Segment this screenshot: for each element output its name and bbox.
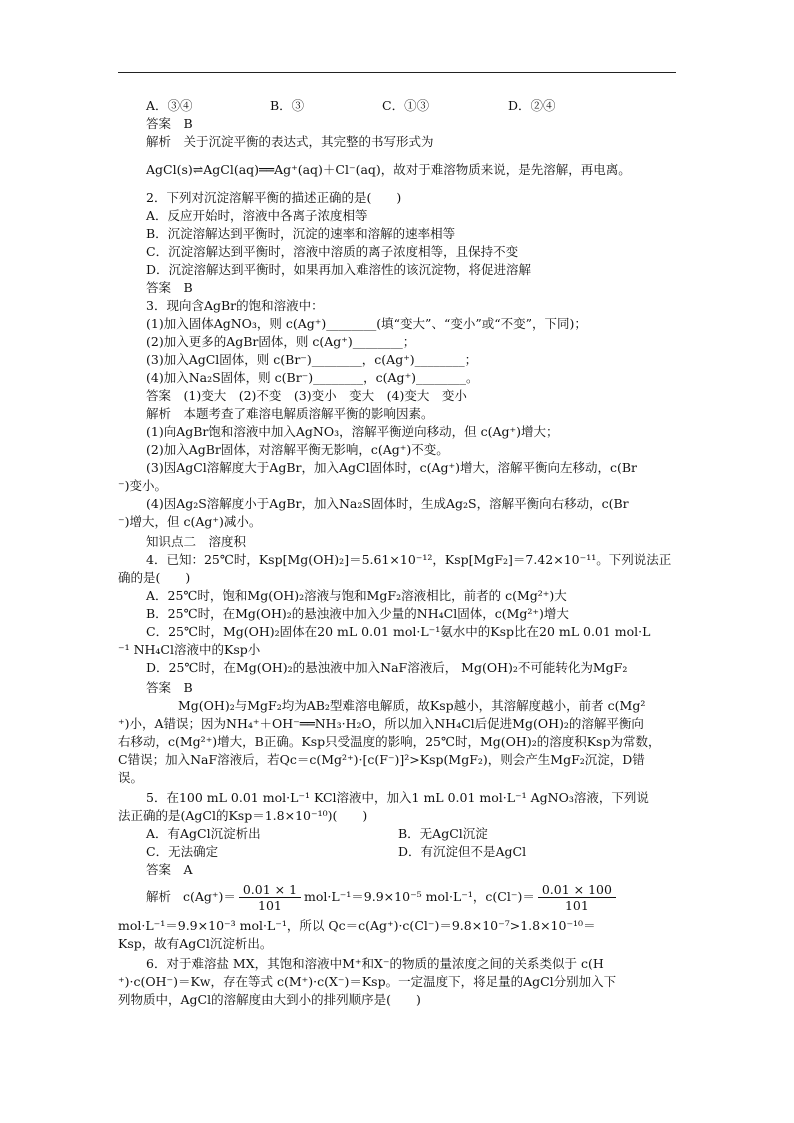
answer: 答案 B bbox=[146, 680, 193, 695]
analysis-4: (4)因Ag₂S溶解度小于AgBr，加入Na₂S固体时，生成Ag₂S，溶解平衡向右移动，c(Br bbox=[146, 496, 629, 511]
knowledge-point-title: 知识点二 溶度积 bbox=[146, 534, 247, 549]
question-6-stem-3: 列物质中，AgCl的溶解度由大到小的排列顺序是( ) bbox=[118, 992, 421, 1007]
option-b: B．25℃时，在Mg(OH)₂的悬浊液中加入少量的NH₄Cl固体，c(Mg²⁺)增大 bbox=[146, 606, 569, 621]
analysis-3: 右移动，c(Mg²⁺)增大，B正确。Ksp只受温度的影响，25℃时，Mg(OH)₂的溶度积Ksp为常数， bbox=[118, 734, 661, 749]
analysis-1: (1)向AgBr饱和溶液中加入AgNO₃，溶解平衡逆向移动，但 c(Ag⁺)增大； bbox=[146, 424, 559, 439]
option-d: D．25℃时，在Mg(OH)₂的悬浊液中加入NaF溶液后， Mg(OH)₂不可能转化为MgF₂ bbox=[146, 660, 628, 675]
option-a: A．反应开始时，溶液中各离子浓度相等 bbox=[146, 208, 368, 223]
analysis-label: 解析 bbox=[146, 889, 172, 904]
option-b: B．无AgCl沉淀 bbox=[398, 826, 488, 841]
chloride-expr: mol·L⁻¹＝9.9×10⁻⁵ mol·L⁻¹，c(Cl⁻)＝ bbox=[304, 889, 535, 904]
answer: 答案 B bbox=[146, 280, 193, 295]
subquestion-2: (2)加入更多的AgBr固体，则 c(Ag⁺)________； bbox=[146, 334, 416, 349]
option-b: B．沉淀溶解达到平衡时，沉淀的速率和溶解的速率相等 bbox=[146, 226, 456, 241]
question-6-stem: 6．对于难溶盐 MX，其饱和溶液中M⁺和X⁻的物质的量浓度之间的关系类似于 c(H bbox=[146, 956, 604, 971]
option-c: C．①③ bbox=[382, 98, 430, 113]
analysis-2: (2)加入AgBr固体，对溶解平衡无影响，c(Ag⁺)不变。 bbox=[146, 442, 449, 457]
question-4-stem: 4．已知：25℃时，Ksp[Mg(OH)₂]＝5.61×10⁻¹²，Ksp[MgF₂]＝7.42×10⁻¹¹。下列说法正 bbox=[146, 552, 672, 567]
option-a: A．有AgCl沉淀析出 bbox=[146, 826, 261, 841]
fraction-2-denominator: 101 bbox=[564, 898, 589, 913]
analysis: 解析 本题考查了难溶电解质溶解平衡的影响因素。 bbox=[146, 406, 434, 421]
analysis-3-cont: ⁻)变小。 bbox=[118, 478, 167, 493]
option-d: D．有沉淀但不是AgCl bbox=[398, 844, 527, 859]
analysis-fraction-line bbox=[146, 880, 619, 914]
option-d: D．沉淀溶解达到平衡时，如果再加入难溶性的该沉淀物，将促进溶解 bbox=[146, 262, 532, 277]
analysis-4: C错误；加入NaF溶液后，若Qc＝c(Mg²⁺)·[c(F⁻)]²>Ksp(MgF₂)，则会产生MgF₂沉淀，D错 bbox=[118, 752, 645, 767]
subquestion-4: (4)加入Na₂S固体，则 c(Br⁻)________，c(Ag⁺)________。 bbox=[146, 370, 479, 385]
analysis-line-3: Ksp，故有AgCl沉淀析出。 bbox=[118, 936, 273, 951]
fraction-1 bbox=[239, 882, 301, 913]
question-3-stem: 3．现向含AgBr的饱和溶液中： bbox=[146, 298, 324, 313]
option-a: A．25℃时，饱和Mg(OH)₂溶液与饱和MgF₂溶液相比，前者的 c(Mg²⁺)大 bbox=[146, 588, 567, 603]
question-4-stem-cont: 确的是( ) bbox=[118, 570, 191, 585]
analysis-2: ⁺)小，A错误；因为NH₄⁺＋OH⁻══NH₃·H₂O，所以加入NH₄Cl后促进Mg(OH)₂的溶解平衡向 bbox=[118, 716, 644, 731]
analysis-1: Mg(OH)₂与MgF₂均为AB₂型难溶电解质，故Ksp越小，其溶解度越小，前者 c(Mg² bbox=[178, 698, 646, 713]
analysis-4-cont: ⁻)增大，但 c(Ag⁺)减小。 bbox=[118, 514, 262, 529]
option-c: C．无法确定 bbox=[146, 844, 219, 859]
analysis-5: 误。 bbox=[118, 770, 144, 785]
subquestion-3: (3)加入AgCl固体，则 c(Br⁻)________，c(Ag⁺)________； bbox=[146, 352, 478, 367]
option-c-cont: ⁻¹ NH₄Cl溶液中的Ksp小 bbox=[118, 642, 261, 657]
fraction-1-denominator: 101 bbox=[258, 898, 282, 913]
options-ab bbox=[146, 826, 488, 842]
fraction-1-numerator: 0.01 × 1 bbox=[239, 882, 301, 898]
question-5-stem-cont: 法正确的是(AgCl的Ksp＝1.8×10⁻¹⁰)( ) bbox=[118, 808, 368, 823]
analysis-equation: AgCl(s)⇌AgCl(aq)══Ag⁺(aq)＋Cl⁻(aq)，故对于难溶物质来说，是先溶解，再电离。 bbox=[146, 162, 631, 177]
analysis: 解析 关于沉淀平衡的表达式，其完整的书写形式为 bbox=[146, 134, 434, 149]
analysis-3: (3)因AgCl溶解度大于AgBr，加入AgCl固体时，c(Ag⁺)增大，溶解平衡向左移动，c(Br bbox=[146, 460, 637, 475]
option-b: B．③ bbox=[270, 98, 305, 113]
fraction-2 bbox=[538, 882, 616, 913]
option-a: A．③④ bbox=[146, 98, 193, 113]
subquestion-1: (1)加入固体AgNO₃，则 c(Ag⁺)________(填“变大”、“变小”或“不变”，下同)； bbox=[146, 316, 587, 331]
answer: 答案 (1)变大 (2)不变 (3)变小 变大 (4)变大 变小 bbox=[146, 388, 467, 403]
silver-ion-expr: c(Ag⁺)＝ bbox=[182, 889, 236, 904]
header-rule bbox=[118, 72, 676, 73]
fraction-2-numerator: 0.01 × 100 bbox=[538, 882, 616, 898]
q1-options bbox=[146, 98, 556, 114]
question-5-stem: 5．在100 mL 0.01 mol·L⁻¹ KCl溶液中，加入1 mL 0.01 mol·L⁻¹ AgNO₃溶液，下列说 bbox=[146, 790, 649, 805]
answer: 答案 B bbox=[146, 116, 193, 131]
analysis-line-2: mol·L⁻¹＝9.9×10⁻³ mol·L⁻¹，所以 Qc＝c(Ag⁺)·c(Cl⁻)＝9.8×10⁻⁷>1.8×10⁻¹⁰＝ bbox=[118, 918, 596, 933]
option-c: C．25℃时，Mg(OH)₂固体在20 mL 0.01 mol·L⁻¹氨水中的Ksp比在20 mL 0.01 mol·L bbox=[146, 624, 651, 639]
option-d: D．②④ bbox=[508, 98, 556, 113]
options-cd bbox=[146, 844, 526, 860]
question-6-stem-2: ⁺)·c(OH⁻)＝Kw，存在等式 c(M⁺)·c(X⁻)＝Ksp。一定温度下，将足量的AgCl分别加入下 bbox=[118, 974, 617, 989]
answer: 答案 A bbox=[146, 862, 193, 877]
option-c: C．沉淀溶解达到平衡时，溶液中溶质的离子浓度相等，且保持不变 bbox=[146, 244, 519, 259]
question-2-stem: 2．下列对沉淀溶解平衡的描述正确的是( ) bbox=[146, 190, 402, 205]
